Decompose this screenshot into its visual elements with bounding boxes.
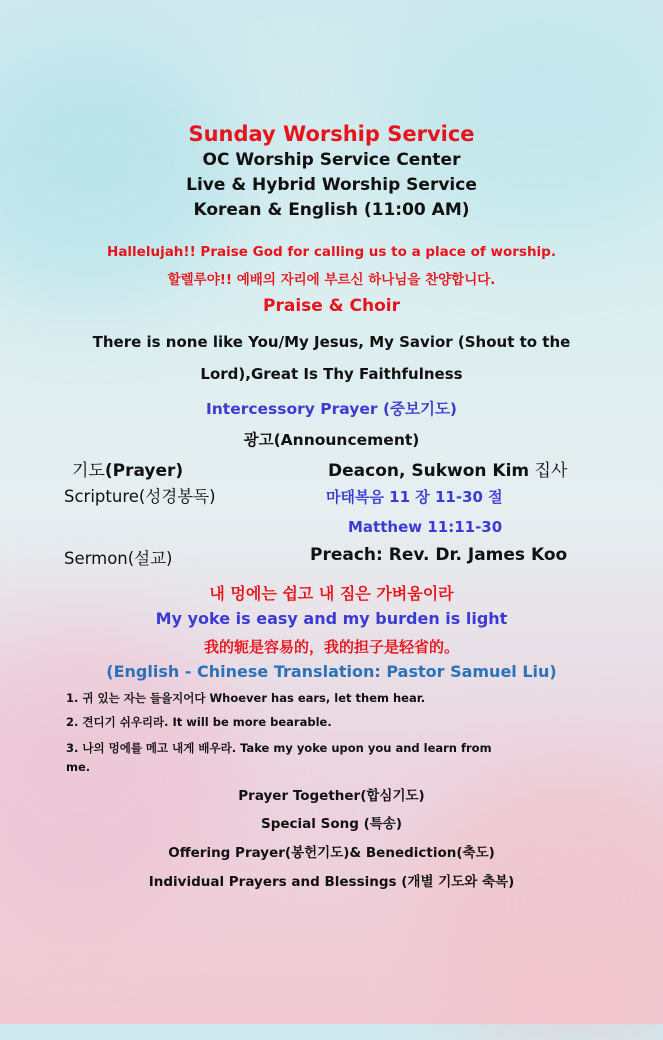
closing-item: Special Song (특송) xyxy=(260,816,402,832)
welcome-english: Hallelujah!! Praise God for calling us to a place of worship. xyxy=(107,244,556,260)
page-title: Sunday Worship Service xyxy=(188,122,475,146)
service-type: Live & Hybrid Worship Service xyxy=(186,175,477,195)
songs-line-1: There is none like You/My Jesus, My Savior (Shout to the xyxy=(92,333,571,351)
prayer-label-korean: 기도 xyxy=(72,461,105,481)
prayer-leader-title: 집사 xyxy=(534,461,568,481)
scripture-ref-korean: 마태복음 11 장 11-30 절 xyxy=(326,488,503,506)
prayer-label-english: (Prayer) xyxy=(104,461,184,481)
announcement: 광고(Announcement) xyxy=(243,431,420,449)
closing-item: Prayer Together(합심기도) xyxy=(238,788,425,804)
songs-line-2: Lord),Great Is Thy Faithfulness xyxy=(200,365,463,383)
sermon-title-korean: 내 멍에는 쉽고 내 짐은 가벼움이라 xyxy=(209,584,454,603)
closing-item: Offering Prayer(봉헌기도)& Benediction(축도) xyxy=(168,845,495,861)
sermon-label: Sermon(설교) xyxy=(64,549,173,568)
center-name: OC Worship Service Center xyxy=(202,150,461,170)
welcome-korean: 할렐루야!! 예배의 자리에 부르신 하나님을 찬양합니다. xyxy=(167,272,496,288)
praise-heading: Praise & Choir xyxy=(263,296,400,316)
scripture-label: Scripture(성경봉독) xyxy=(64,487,216,506)
sermon-title-chinese: 我的轭是容易的，我的担子是轻省的。 xyxy=(203,638,459,656)
sermon-title-english: My yoke is easy and my burden is light xyxy=(155,609,508,628)
prayer-label xyxy=(72,456,183,481)
prayer-leader-name: Deacon, Sukwon Kim xyxy=(328,461,530,481)
sermon-point-3: 3. 나의 멍에를 메고 내게 배우라. Take my yoke upon you and learn from xyxy=(66,741,492,755)
sermon-point-3-continued: me. xyxy=(66,760,91,774)
scripture-ref-english: Matthew 11:11-30 xyxy=(348,518,503,536)
sermon-preacher: Preach: Rev. Dr. James Koo xyxy=(310,545,568,565)
intercessory-prayer: Intercessory Prayer (중보기도) xyxy=(205,400,458,418)
translation-note: (English - Chinese Translation: Pastor Samuel Liu) xyxy=(106,662,557,681)
prayer-leader xyxy=(328,456,567,481)
sermon-point-1: 1. 귀 있는 자는 들을지어다 Whoever has ears, let them hear. xyxy=(66,691,426,705)
sermon-point-2: 2. 견디기 쉬우리라. It will be more bearable. xyxy=(66,715,332,729)
closing-item: Individual Prayers and Blessings (개별 기도와 축복) xyxy=(148,874,515,890)
language-time: Korean & English (11:00 AM) xyxy=(193,200,470,220)
